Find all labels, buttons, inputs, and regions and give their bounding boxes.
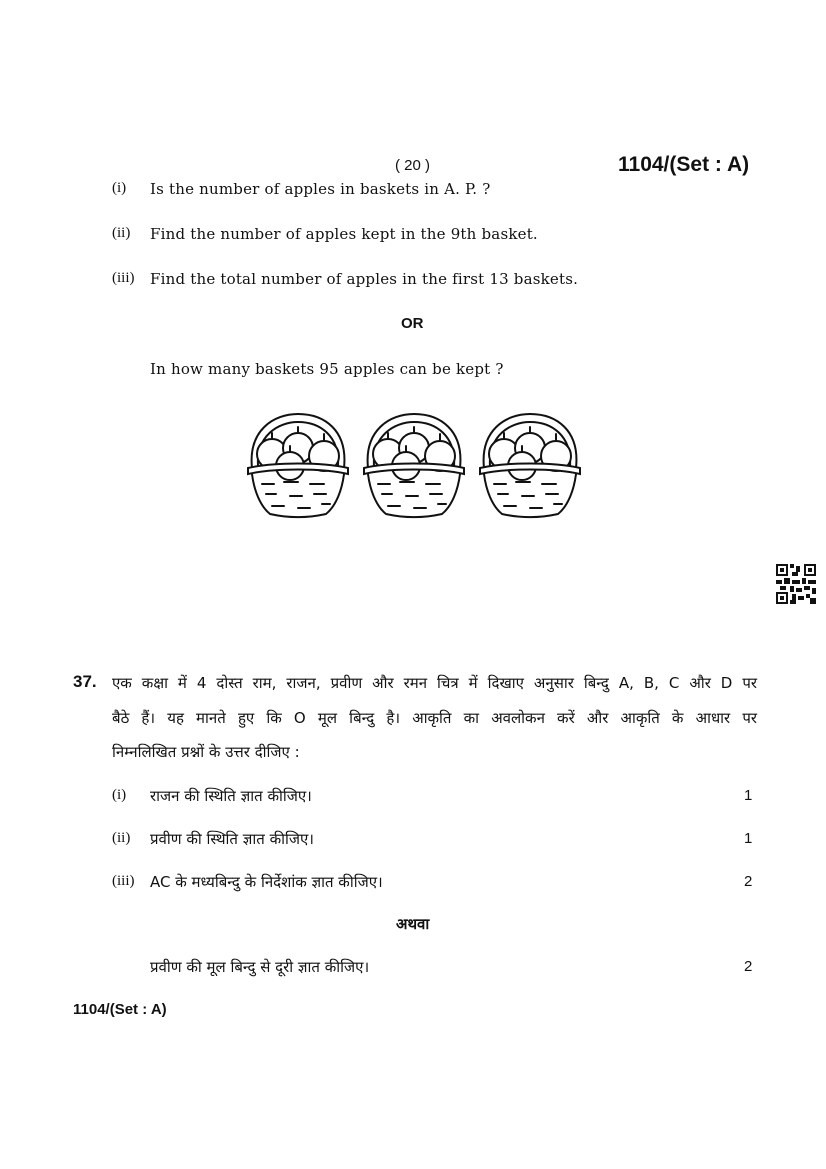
question-number: 37. xyxy=(73,672,97,691)
qr-code-icon xyxy=(776,564,816,604)
apple-basket-icon xyxy=(244,410,352,520)
question-37-intro-line: बैठे हैं। यह मानते हुए कि O मूल बिन्दु है। आकृति का अवलोकन करें और आकृति के आधार पर xyxy=(112,709,757,727)
apple-baskets-figure xyxy=(244,410,584,520)
question-37-intro-line: एक कक्षा में 4 दोस्त राम, राजन, प्रवीण और रमन चित्र में दिखाए अनुसार बिन्दु A, B, C और D पर xyxy=(112,674,757,692)
part-text: राजन की स्थिति ज्ञात कीजिए। xyxy=(150,787,312,805)
part-text: Find the total number of apples in the first 13 baskets. xyxy=(150,270,579,288)
marks: 1 xyxy=(744,787,753,804)
part-label: (ii) xyxy=(112,830,131,846)
marks: 2 xyxy=(744,873,753,890)
part-text: Is the number of apples in baskets in A. P. ? xyxy=(150,180,491,198)
set-code-footer: 1104/(Set : A) xyxy=(73,1001,167,1018)
or-question-hindi: प्रवीण की मूल बिन्दु से दूरी ज्ञात कीजिए। xyxy=(150,958,370,976)
or-divider-hindi: अथवा xyxy=(396,915,430,933)
part-label: (iii) xyxy=(112,873,135,889)
set-code-header: 1104/(Set : A) xyxy=(618,153,750,176)
part-text: AC के मध्यबिन्दु के निर्देशांक ज्ञात कीजिए। xyxy=(150,873,383,891)
part-label: (ii) xyxy=(112,225,131,241)
part-text: प्रवीण की स्थिति ज्ञात कीजिए। xyxy=(150,830,314,848)
marks: 2 xyxy=(744,958,753,975)
part-label: (i) xyxy=(112,787,127,803)
apple-basket-icon xyxy=(476,410,584,520)
marks: 1 xyxy=(744,830,753,847)
part-text: Find the number of apples kept in the 9th basket. xyxy=(150,225,538,243)
or-question: In how many baskets 95 apples can be kept ? xyxy=(150,360,504,378)
or-divider: OR xyxy=(401,315,424,332)
part-label: (i) xyxy=(112,180,127,196)
apple-basket-icon xyxy=(360,410,468,520)
page-number: ( 20 ) xyxy=(395,157,431,174)
part-label: (iii) xyxy=(112,270,135,286)
question-37-intro-line: निम्नलिखित प्रश्नों के उत्तर दीजिए : xyxy=(112,743,300,761)
